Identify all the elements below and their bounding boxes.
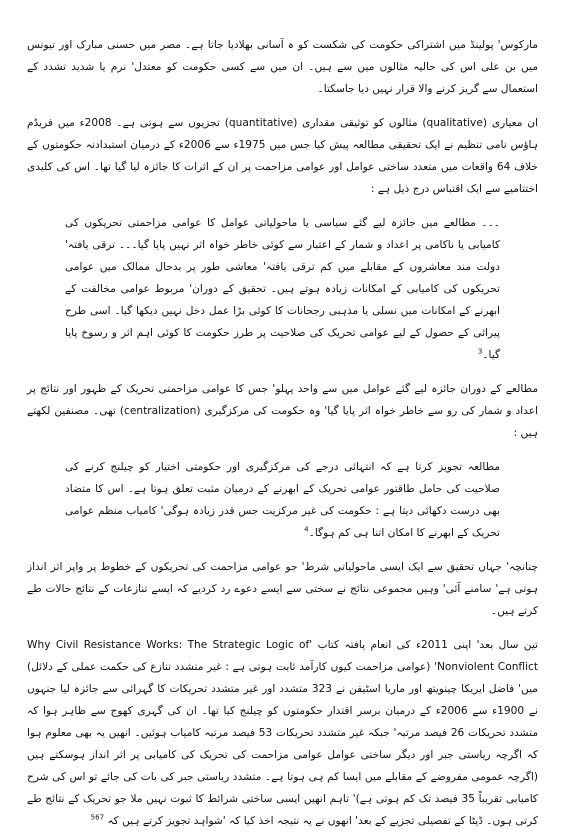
block-quote-authors bbox=[65, 456, 500, 544]
footnote-ref: 6 bbox=[95, 813, 100, 822]
paragraph-conclusion: چنانچہ' جہاں تحقیق سے ایک ایسی ماحولیاتی شرط' جو عوامی مزاحمت کی تحریکوں کے خطوط پر واپر اثر انداز ہوتی ہے' سامنے آئی' وہیں مجموعی نتائج نے سختی سے ایسے دعوے رد کردیے کہ ایسے تنازعات کے نتائج حالات طے کرتے ہیں۔ bbox=[27, 561, 538, 617]
footnote-ref: 3 bbox=[477, 347, 483, 356]
paragraph-centralization: مطالعے کے دوران جائزہ لیے گئے عوامل میں سے واحد پہلو' جس کا عوامی مزاحمتی تحریک کے ظہور اور نتائج پر اعداد و شمار کی رو سے خاطر خواہ اثر پایا گیا' وہ حکومت کی مرکزگیری (centralization) تھی۔ مصنفین لکھتے ہیں : bbox=[27, 383, 539, 439]
quote-text: مطالعہ تجویز کرتا ہے کہ انتہائی درجے کی مرکزگیری اور حکومتی اختیار کو چیلنج کرنے کی صلاحیت کی حامل طاقتور عوامی تحریک کے ابھرنے کے درمیان مثبت تعلق ہوتا ہے۔ اس کا متضاد بھی درست دکھائی دیتا ہے : حکومت کی غیر مرکزیت جس قدر زیادہ ہوگی' کامیاب منظم عوامی تحریک کے ابھرنے کا امکان اتنا ہی کم ہوگا۔ bbox=[65, 461, 500, 539]
block-quote-study-findings bbox=[65, 212, 500, 366]
footnote-ref: 7 bbox=[99, 813, 105, 822]
book-title: Why Civil Resistance Works: The Strategic Logic of Nonviolent Conflict bbox=[27, 639, 538, 673]
paragraph-text: تین سال بعد' اپنی 2011ء کی انعام یافتہ کتاب ' bbox=[309, 639, 538, 651]
quote-text: ۔۔۔ مطالعے میں جائزہ لیے گئے سیاسی یا ماحولیاتی عوامل کا عوامی مزاحمتی تحریکوں کی کامیابی یا ناکامی پر اعداد و شمار کے اعتبار سے کوئی خاطر خواہ اثر نہیں پایا گیا۔۔۔ ترقی یافتہ' دولت مند معاشروں کے مقابلے میں کم ترقی یافتہ' معاشی طور پر بدحال ممالک میں عوامی تحریکوں کی کامیابی کے امکانات زیادہ ہوتے ہیں۔ تحقیق کے دوران' مربوط عوامی مخالفت کے ابھرنے کے امکانات میں نسلی یا مذہبی رجحانات کا کوئی بڑا عمل دخل نہیں دیکھا گیا۔ اسی طرح پیرائی کے حصول کے لیے عوامی تحریک کی صلاحیت پر طرز حکومت کا کوئی اہم اثر و رسوخ پایا گیا۔ bbox=[65, 217, 500, 361]
paragraph-text: ' (عوامی مزاحمت کیوں کارآمد ثابت ہوتی ہے : غیر متشدد تنازع کی حکمت عملی کے دلائل) میں' فاضل ایریکا چینویتھ اور ماریا اسٹیفن نے 323 متشدد اور غیر متشدد تحریکات کا گہرائی سے جائزہ لیا جنہوں نے 1900ء سے 2006ء کے درمیان برسر اقتدار حکومتوں کو چیلنج کیا تھا۔ ان کی گہری کھوج سے ظاہر ہوا کہ متشدد تحریکات 26 فیصد مرتبہ' جبکہ غیر متشدد تحریکات 53 فیصد مرتبہ کامیاب ہوئیں۔ انھیں یہ بھی معلوم ہوا کہ اگرچہ ریاستی جبر اور دیگر ساختی عوامل عوامی مزاحمت کی تحریک کی کامیابی پر اثر انداز ہوسکتے ہیں (اگرچہ عمومی مفروضے کے مقابلے میں ایسا کم ہی ہوتا ہے۔ متشدد ریاستی جبر کی بات کی جائے تو اس کی شرح کامیابی تقریباً 35 فیصد تک کم ہوتی ہے)' تاہم انھیں ایسی ساختی شرائط کا ثبوت نہیں ملا جو تحریک کے نتائج طے کرتی ہوں۔ ڈیٹا کے تفصیلی تجزیے کے بعد' انھوں نے یہ نتیجہ اخذ کیا کہ 'شواہد تجویز کرتے ہیں کہ bbox=[27, 661, 539, 827]
paragraph-book-study bbox=[27, 634, 538, 832]
footnote-ref: 4 bbox=[304, 525, 309, 534]
paragraph-intro: مارکوس' پولینڈ میں اشتراکی حکومت کی شکست کو ہ آسانی بھلادیا جاتا ہے۔ مصر میں حسنی مبارک اور تیونس میں بن علی اس کی حالیہ مثالوں میں سے ہیں۔ ان میں سے کسی حکومت کو معتدل' نرم یا شدید تشدد کے استعمال سے گریز کرنے والا قرار نہیں دیا جاسکتا۔ bbox=[27, 39, 538, 95]
paragraph-freedom-house: ان معیاری (qualitative) مثالوں کو توثیقی مقداری (quantitative) تجزیوں سے ہوتی ہے۔ 2008ء میں فریڈم ہاؤس نامی تنظیم نے ایک تحقیقی مطالعہ پیش کیا جس میں 1975ء سے 2006ء کے درمیان استبدادنہ حکومتوں کے خلاف 64 واقعات میں متعدد ساختی عوامل اور عوامی مزاحمت پر ان کے اثرات کا جائزہ لیا گیا تھا۔ اس کی کلیدی اختتامیے سے ایک اقتباس درج ذیل ہے : bbox=[27, 117, 539, 195]
footnote-ref: 5 bbox=[90, 813, 96, 822]
